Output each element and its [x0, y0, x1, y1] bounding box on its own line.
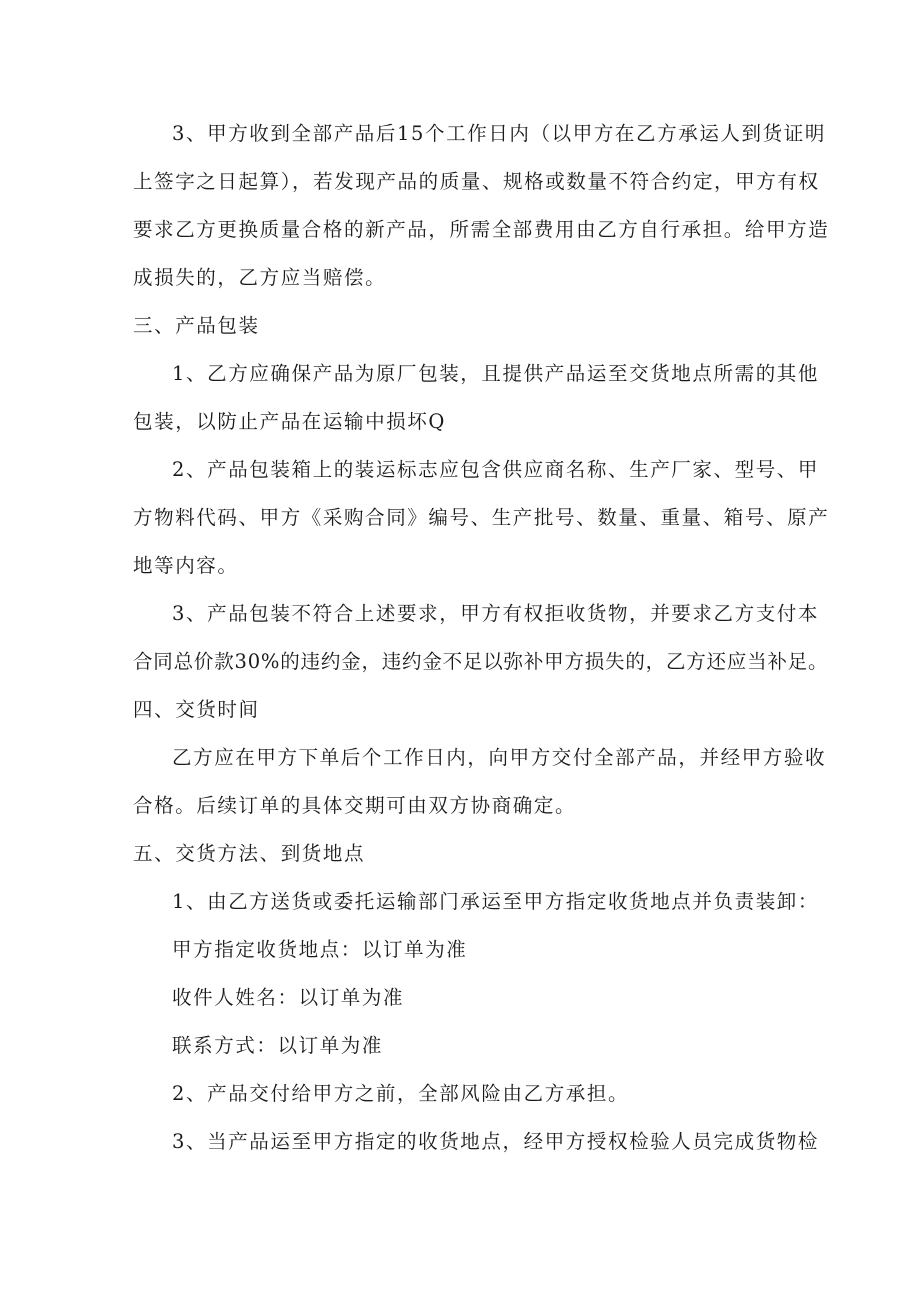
- paragraph-line: 2、产品交付给甲方之前，全部风险由乙方承担。: [172, 1082, 630, 1105]
- paragraph-line: 地等内容。: [133, 554, 239, 577]
- paragraph-line: 上签字之日起算），若发现产品的质量、规格或数量不符合约定，甲方有权: [133, 170, 820, 193]
- paragraph-line: 3、产品包装不符合上述要求，甲方有权拒收货物，并要求乙方支付本: [172, 602, 820, 625]
- paragraph-line: 联系方式：以订单为准: [172, 1034, 384, 1057]
- paragraph-line: 1、乙方应确保产品为原厂包装，且提供产品运至交货地点所需的其他: [172, 362, 820, 385]
- paragraph-line: 合同总价款30%的违约金，违约金不足以弥补甲方损失的，乙方还应当补足。: [133, 650, 829, 673]
- section-heading-packaging: 三、产品包装: [133, 314, 260, 337]
- section-heading-delivery-time: 四、交货时间: [133, 698, 260, 721]
- section-heading-delivery-method: 五、交货方法、到货地点: [133, 842, 366, 865]
- paragraph-line: 2、产品包装箱上的装运标志应包含供应商名称、生产厂家、型号、甲: [172, 458, 820, 481]
- paragraph-line: 收件人姓名：以订单为准: [172, 986, 405, 1009]
- paragraph-line: 成损失的，乙方应当赔偿。: [133, 266, 387, 289]
- paragraph-line: 1、由乙方送货或委托运输部门承运至甲方指定收货地点并负责装卸：: [172, 890, 820, 913]
- paragraph-line: 方物料代码、甲方《采购合同》编号、生产批号、数量、重量、箱号、原产: [133, 506, 830, 529]
- paragraph-line: 甲方指定收货地点：以订单为准: [172, 938, 468, 961]
- paragraph-line: 3、当产品运至甲方指定的收货地点，经甲方授权检验人员完成货物检: [172, 1130, 820, 1153]
- paragraph-line: 包装，以防止产品在运输中损坏Q: [133, 410, 446, 433]
- paragraph-line: 3、甲方收到全部产品后15个工作日内（以甲方在乙方承运人到货证明: [172, 122, 826, 145]
- paragraph-line: 合格。后续订单的具体交期可由双方协商确定。: [133, 794, 577, 817]
- paragraph-line: 要求乙方更换质量合格的新产品，所需全部费用由乙方自行承担。给甲方造: [133, 218, 830, 241]
- paragraph-line: 乙方应在甲方下单后个工作日内，向甲方交付全部产品，并经甲方验收: [172, 746, 827, 769]
